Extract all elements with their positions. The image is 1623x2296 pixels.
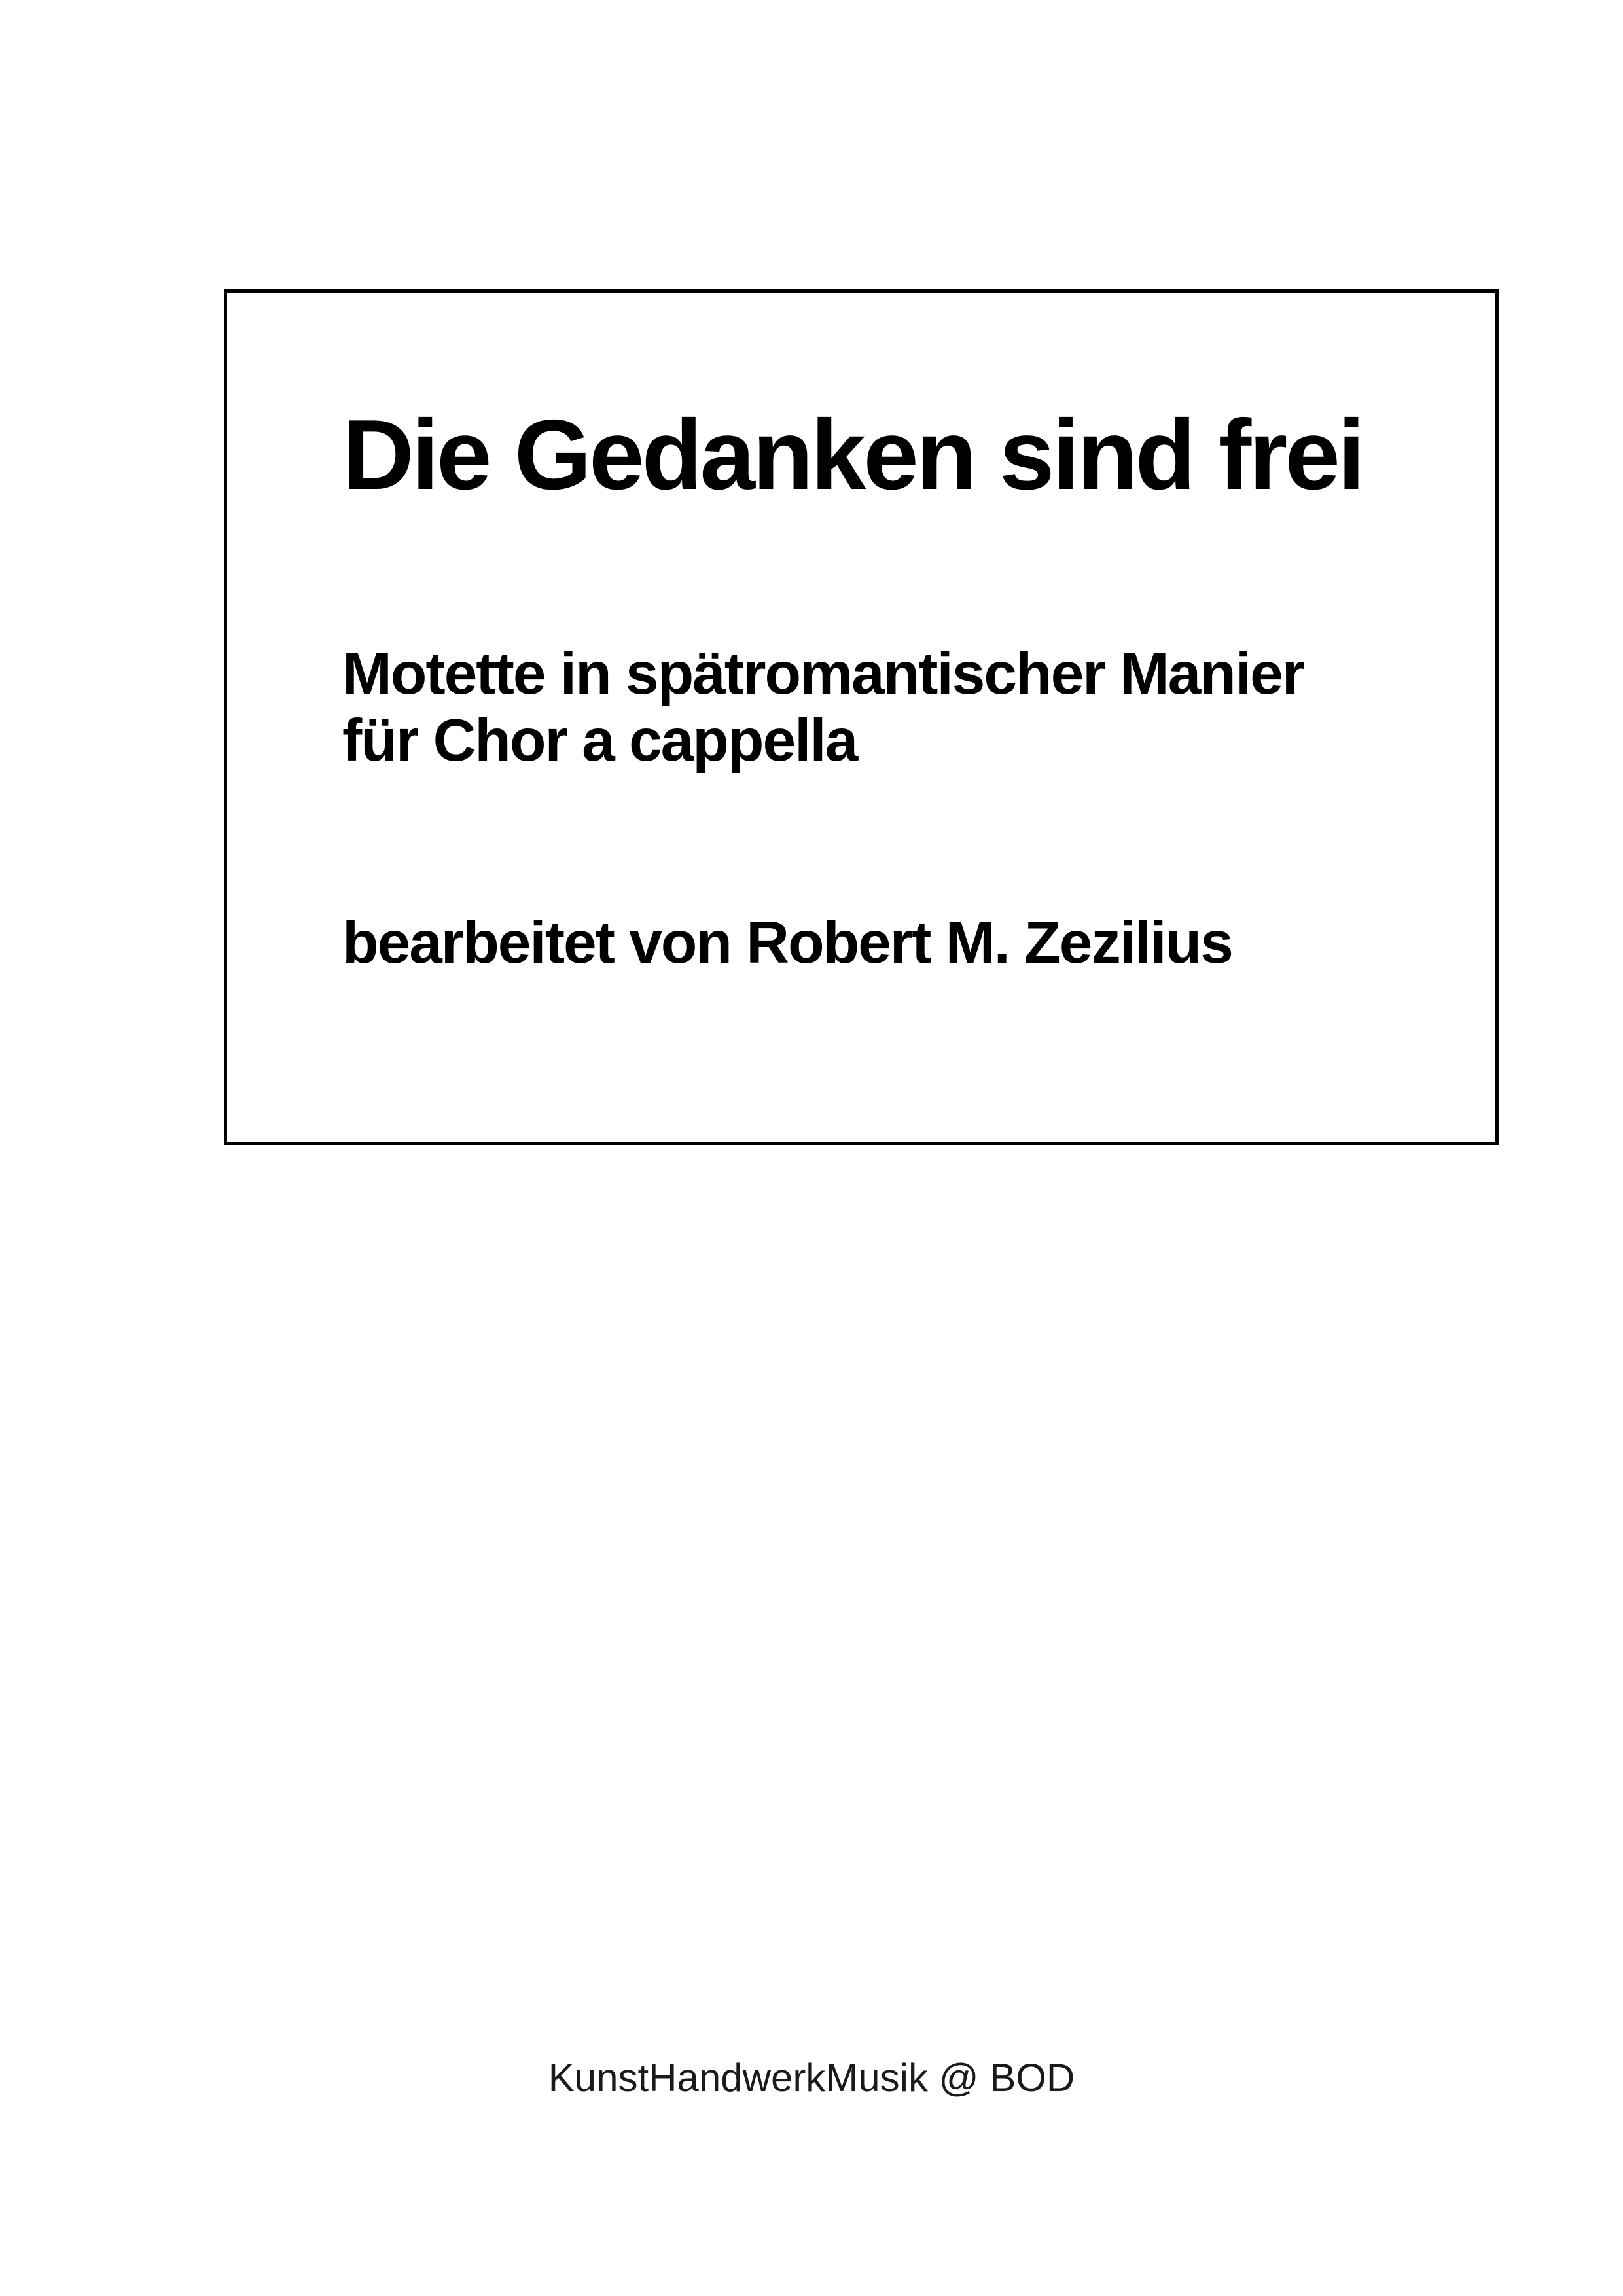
title-box bbox=[224, 289, 1499, 1145]
subtitle-line-2: für Chor a cappella bbox=[342, 707, 857, 774]
subtitle-line-1: Motette in spätromantischer Manier bbox=[342, 641, 1304, 707]
publisher-imprint: KunstHandwerkMusik @ BOD bbox=[548, 2056, 1075, 2100]
main-title: Die Gedanken sind frei bbox=[342, 399, 1363, 511]
subtitle bbox=[342, 641, 1304, 774]
author-credit: bearbeitet von Robert M. Zezilius bbox=[342, 910, 1232, 976]
